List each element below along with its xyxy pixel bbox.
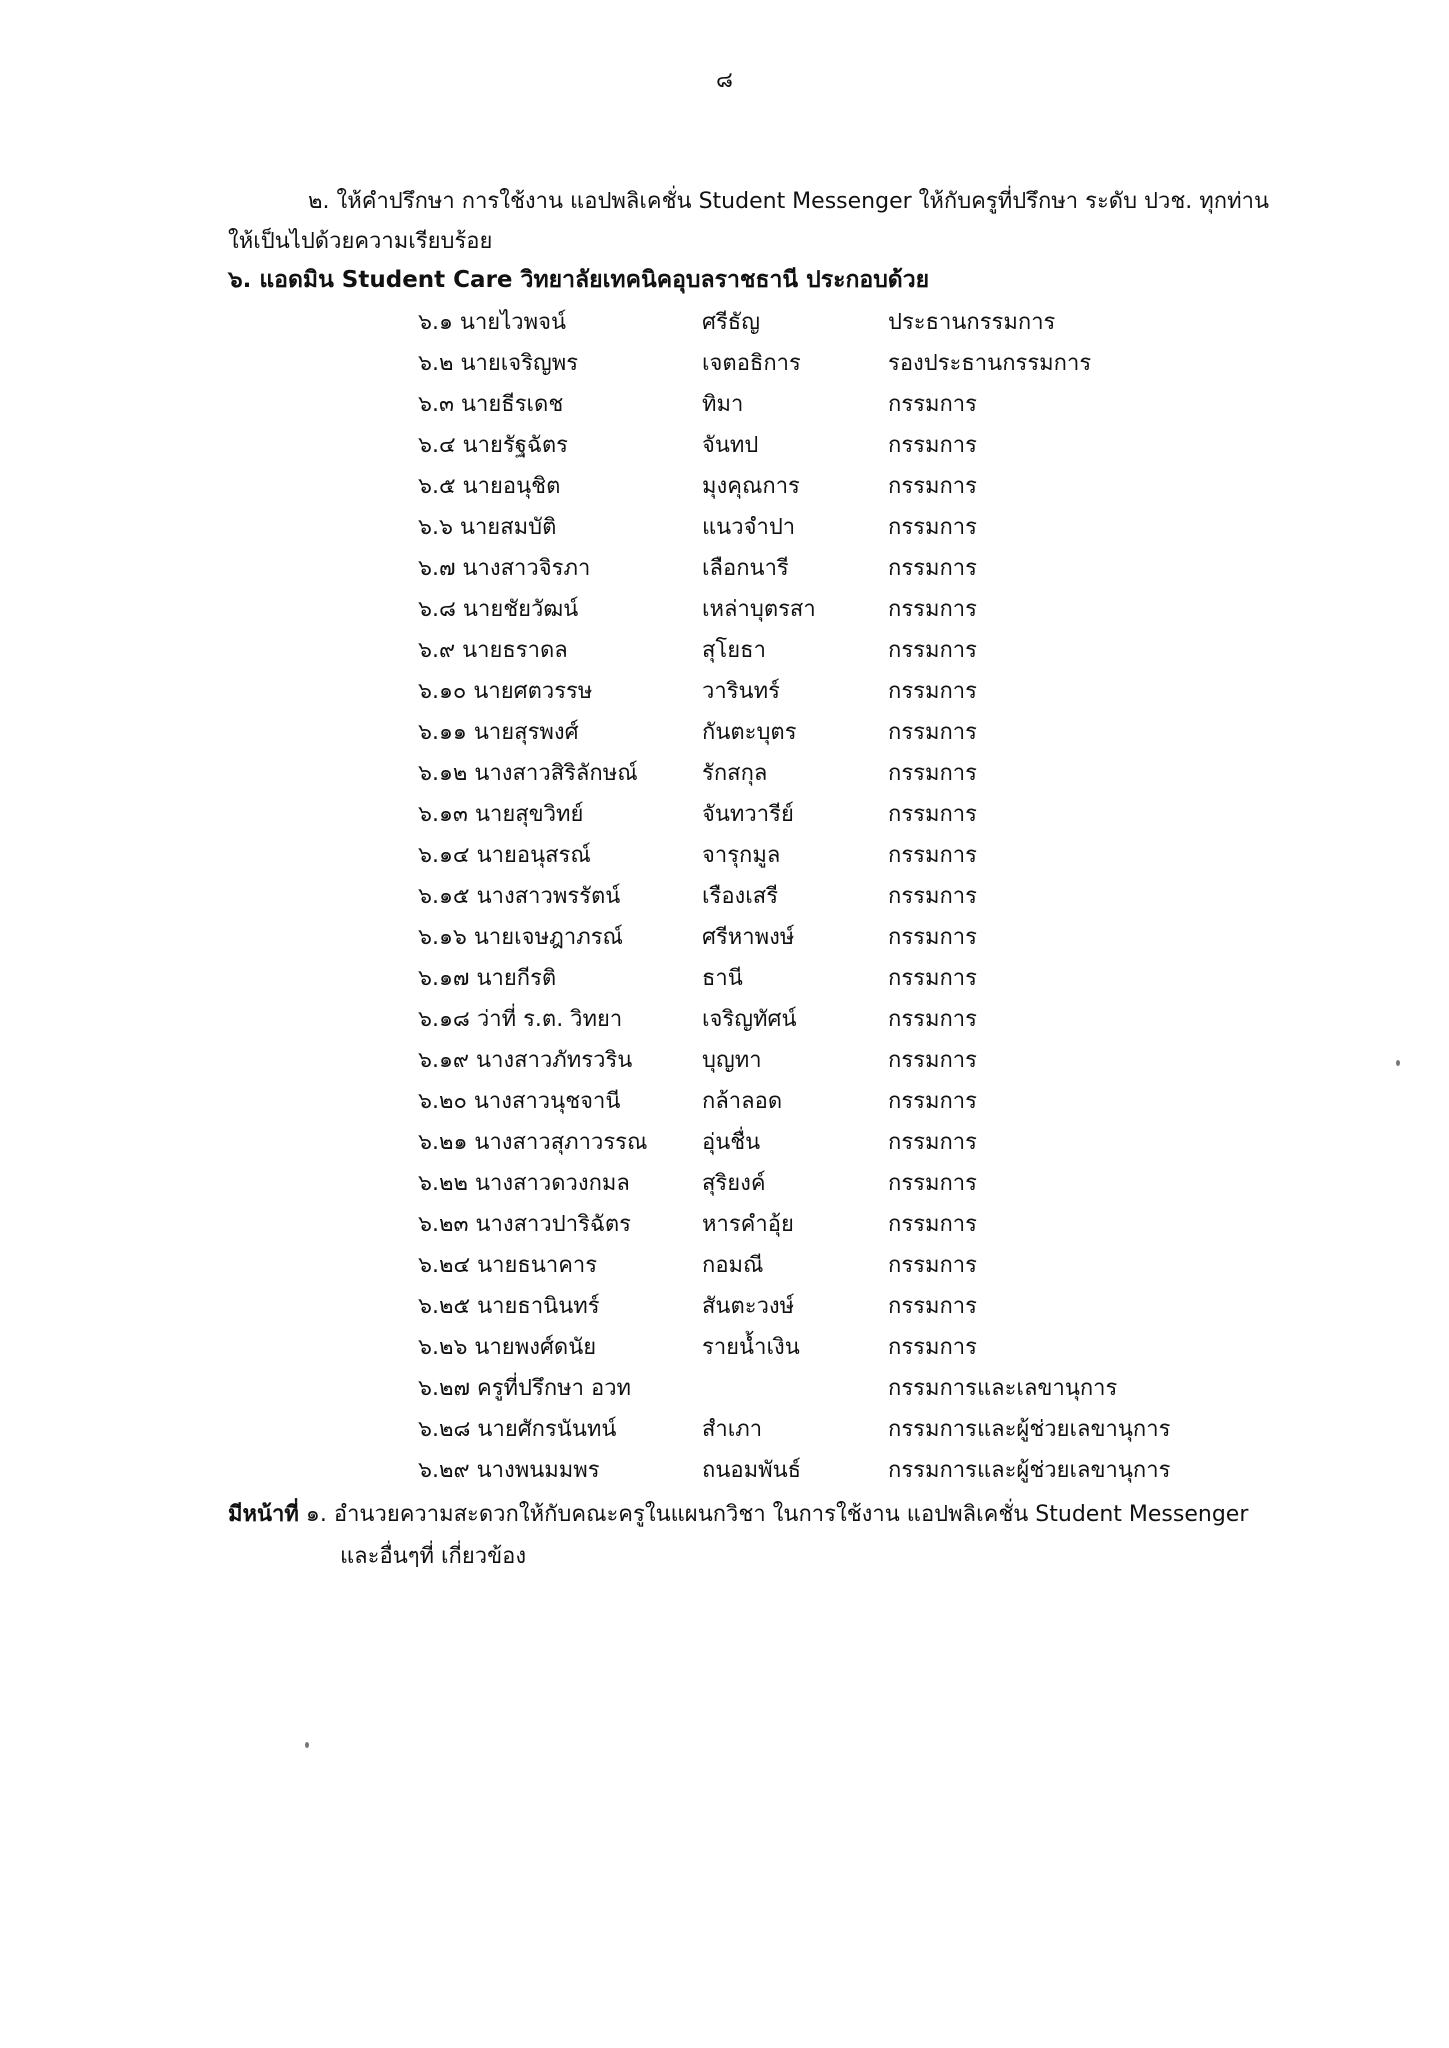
member-number-name: ๖.๙ นายธราดล [418,638,568,663]
member-role: กรรมการ [888,720,977,745]
member-role: กรรมการ [888,1171,977,1196]
member-surname: แนวจำปา [702,515,796,540]
member-surname: เลือกนารี [702,556,789,581]
member-role: กรรมการ [888,474,977,499]
member-surname: กอมณี [702,1253,764,1278]
member-list [0,302,1449,1491]
member-surname: หารคำอุ้ย [702,1212,794,1237]
member-number-name: ๖.๒๙ นางพนมมพร [418,1458,600,1483]
member-number-name: ๖.๑๖ นายเจษฎาภรณ์ [418,925,623,950]
member-role: กรรมการ [888,1212,977,1237]
member-surname: เรืองเสรี [702,884,779,909]
member-number-name: ๖.๑๓ นายสุขวิทย์ [418,802,584,827]
member-row [0,1245,1449,1286]
member-surname: กล้าลอด [702,1089,783,1114]
member-role: กรรมการ [888,761,977,786]
member-role: กรรมการ [888,843,977,868]
member-surname: ศรีหาพงษ์ [702,925,795,950]
member-row [0,917,1449,958]
member-role: กรรมการ [888,556,977,581]
member-number-name: ๖.๕ นายอนุชิต [418,474,561,499]
member-surname: สันตะวงษ์ [702,1294,795,1319]
member-surname: สุโยธา [702,638,766,663]
member-row [0,671,1449,712]
member-number-name: ๖.๑๑ นายสุรพงศ์ [418,720,579,745]
member-surname: ทิมา [702,392,744,417]
member-row [0,1204,1449,1245]
member-role: กรรมการ [888,1048,977,1073]
member-row [0,343,1449,384]
member-surname: ศรีธัญ [702,310,760,335]
member-row [0,1122,1449,1163]
member-row [0,548,1449,589]
member-row [0,753,1449,794]
member-surname: ธานี [702,966,743,991]
member-role: กรรมการ [888,638,977,663]
member-row [0,999,1449,1040]
member-role: กรรมการ [888,1253,977,1278]
member-surname: สุริยงค์ [702,1171,766,1196]
member-row [0,1081,1449,1122]
member-number-name: ๖.๔ นายรัฐฉัตร [418,433,568,458]
member-role: กรรมการ [888,1294,977,1319]
member-number-name: ๖.๑๗ นายกีรติ [418,966,557,991]
member-role: กรรมการ [888,884,977,909]
member-role: กรรมการ [888,966,977,991]
member-number-name: ๖.๑๐ นายศตวรรษ [418,679,593,704]
member-row [0,466,1449,507]
member-surname: มุงคุณการ [702,474,800,499]
member-role: กรรมการและผู้ช่วยเลขานุการ [888,1458,1171,1483]
member-role: กรรมการ [888,1089,977,1114]
member-number-name: ๖.๒ นายเจริญพร [418,351,579,376]
scan-speck [305,1742,309,1748]
member-surname: ถนอมพันธ์ [702,1458,802,1483]
member-number-name: ๖.๓ นายธีรเดช [418,392,564,417]
member-number-name: ๖.๒๘ นายศักรนันทน์ [418,1417,617,1442]
member-row [0,1040,1449,1081]
member-number-name: ๖.๗ นางสาวจิรภา [418,556,591,581]
member-surname: รักสกุล [702,761,768,786]
intro-line-2: ให้เป็นไปด้วยความเรียบร้อย [228,229,493,254]
member-role: กรรมการ [888,925,977,950]
member-number-name: ๖.๒๗ ครูที่ปรึกษา อวท [418,1376,632,1401]
member-row [0,425,1449,466]
member-number-name: ๖.๒๐ นางสาวนุชจานี [418,1089,621,1114]
member-row [0,384,1449,425]
member-role: กรรมการ [888,392,977,417]
member-number-name: ๖.๑ นายไวพจน์ [418,310,567,335]
member-surname: จันทป [702,433,759,458]
member-surname: บุญทา [702,1048,762,1073]
member-row [0,630,1449,671]
intro-line-1: ๒. ให้คำปรึกษา การใช้งาน แอปพลิเคชั่น Student Messenger ให้กับครูที่ปรึกษา ระดับ ปวช. ทุกท่าน [308,189,1269,214]
member-row [0,876,1449,917]
member-surname: กันตะบุตร [702,720,797,745]
member-number-name: ๖.๒๖ นายพงศ์ดนัย [418,1335,597,1360]
scan-speck [1396,1060,1400,1066]
member-surname: เหล่าบุตรสา [702,597,816,622]
member-number-name: ๖.๖ นายสมบัติ [418,515,557,540]
duty-section [228,1494,1288,1578]
member-surname: เจริญทัศน์ [702,1007,797,1032]
member-role: กรรมการ [888,1130,977,1155]
member-number-name: ๖.๘ นายชัยวัฒน์ [418,597,579,622]
member-number-name: ๖.๒๓ นางสาวปาริฉัตร [418,1212,631,1237]
member-number-name: ๖.๑๔ นายอนุสรณ์ [418,843,591,868]
member-role: กรรมการ [888,1335,977,1360]
member-row [0,958,1449,999]
member-row [0,1163,1449,1204]
duty-label: มีหน้าที่ [228,1502,299,1527]
member-row [0,712,1449,753]
member-row [0,1327,1449,1368]
member-surname: จารุกมูล [702,843,781,868]
member-role: กรรมการและเลขานุการ [888,1376,1118,1401]
member-role: กรรมการ [888,597,977,622]
member-surname: อุ่นชื่น [702,1130,761,1155]
intro-paragraph [228,182,1288,262]
member-surname: จันทวารีย์ [702,802,794,827]
duty-line-1: ๑. อำนวยความสะดวกให้กับคณะครูในแผนกวิชา ในการใช้งาน แอปพลิเคชั่น Student Messenger [305,1502,1249,1527]
member-row [0,1409,1449,1450]
member-number-name: ๖.๒๑ นางสาวสุภาวรรณ [418,1130,648,1155]
member-surname: รายน้ำเงิน [702,1335,800,1360]
page-number: ๘ [716,68,733,93]
member-number-name: ๖.๑๙ นางสาวภัทรวริน [418,1048,633,1073]
member-row [0,507,1449,548]
member-row [0,302,1449,343]
member-role: กรรมการ [888,802,977,827]
member-surname: เจตอธิการ [702,351,801,376]
member-role: กรรมการ [888,1007,977,1032]
member-number-name: ๖.๑๒ นางสาวสิริลักษณ์ [418,761,638,786]
member-row [0,589,1449,630]
member-number-name: ๖.๑๘ ว่าที่ ร.ต. วิทยา [418,1007,623,1032]
member-role: กรรมการ [888,433,977,458]
member-row [0,794,1449,835]
member-number-name: ๖.๒๒ นางสาวดวงกมล [418,1171,630,1196]
member-role: ประธานกรรมการ [888,310,1056,335]
member-role: กรรมการ [888,515,977,540]
member-row [0,1450,1449,1491]
member-number-name: ๖.๒๔ นายธนาคาร [418,1253,598,1278]
member-row [0,1368,1449,1409]
member-role: กรรมการ [888,679,977,704]
member-surname: สำเภา [702,1417,763,1442]
member-row [0,835,1449,876]
member-surname: วารินทร์ [702,679,780,704]
member-role: รองประธานกรรมการ [888,351,1092,376]
member-role: กรรมการและผู้ช่วยเลขานุการ [888,1417,1171,1442]
section-heading: ๖. แอดมิน Student Care วิทยาลัยเทคนิคอุบลราชธานี ประกอบด้วย [228,267,930,293]
member-row [0,1286,1449,1327]
member-number-name: ๖.๒๕ นายธานินทร์ [418,1294,600,1319]
duty-line-2: และอื่นๆที่ เกี่ยวข้อง [340,1544,527,1569]
member-number-name: ๖.๑๕ นางสาวพรรัตน์ [418,884,621,909]
